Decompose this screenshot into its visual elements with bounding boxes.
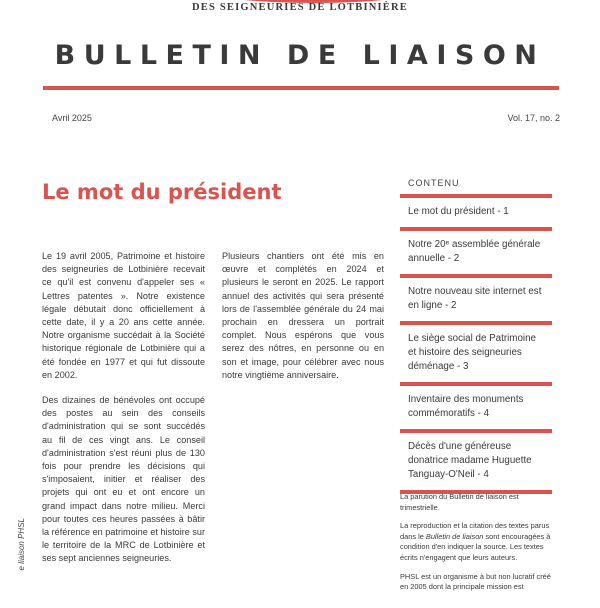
bulletin-title: BULLETIN DE LIAISON <box>54 40 546 71</box>
issue-date: Avril 2025 <box>52 113 92 123</box>
toc-item[interactable]: Décès d'une généreuse donatrice madame Huguette Tanguay-O'Neil - 4 <box>400 433 552 494</box>
toc-item[interactable]: Inventaire des monuments commémoratifs - 4 <box>400 386 552 433</box>
article-column-2 <box>222 250 384 394</box>
article-paragraph: Le 19 avril 2005, Patrimoine et histoire des seigneuries de Lotbinière recevait ce qu'il est convenu d'appeler ses « Lettres patentes ». Notre existence légale débutait donc officiellement à cette date, il y a 20 ans cette année. Notre organisme succédait à la Société historique régionale de Lotbinière qui a été fondée en 1977 et qui fut dissoute en 2002. <box>42 251 205 380</box>
note-title: Bulletin de liaison <box>425 531 484 541</box>
toc-item[interactable]: Notre nouveau site internet est en ligne - 2 <box>400 278 552 325</box>
article-paragraph: Des dizaines de bénévoles ont occupé des postes au sein des conseils d'administration qui se sont succédés au fil de ces vingt ans. Le conseil d'administration s'est réuni plus de 130 fois pour prendre les décisions qui s'imposaient, initier et réaliser des projets qui ont eu et ont encore un grand impact dans notre milieu. Merci pour toutes ces heures passées à bâtir la référence en patrimoine et histoire sur le territoire de la MRC de Lotbinière et ses sept anciennes seigneuries. <box>42 395 205 564</box>
toc-item[interactable]: Le siège social de Patrimoine et histoire des seigneuries déménage - 3 <box>400 325 552 386</box>
article-paragraph: Plusieurs chantiers ont été mis en œuvre et complétés en 2024 et plusieurs le seront en 2025. Le rapport annuel des activités qui sera présenté lors de l'assemblée générale du 24 mai prochain en dressera un portrait complet. Nous espérons que vous serez des nôtres, en personne ou en son et image, pour célébrer avec nous notre vingtième anniversaire. <box>222 251 384 380</box>
note-text: sont encouragées à condition d'en indiquer la source. Les textes écrits n'engagent que leurs auteurs. <box>400 531 551 562</box>
note-text: La reproduction et la citation des textes parus dans le <box>400 521 550 541</box>
toc-heading: CONTENU <box>408 178 460 188</box>
publication-notes <box>400 492 560 601</box>
note-mission: PHSL est un organisme à but non lucratif créé en 2005 dont la principale mission est <box>400 571 551 592</box>
issue-volume: Vol. 17, no. 2 <box>507 113 560 123</box>
article-column-1 <box>42 250 205 578</box>
table-of-contents <box>400 178 552 494</box>
header-rule <box>43 86 559 90</box>
note-reproduction <box>400 521 560 563</box>
toc-item[interactable]: Le mot du président - 1 <box>400 198 552 231</box>
side-label: e liaison PHSL <box>17 518 26 571</box>
article-title: Le mot du président <box>42 180 282 204</box>
org-name: DES SEIGNEURIES DE LOTBINIÈRE <box>192 2 408 13</box>
note-frequency: La parution du Bulletin de liaison est trimestrielle. <box>400 492 519 512</box>
toc-item[interactable]: Notre 20ᵉ assemblée générale annuelle - 2 <box>400 231 552 278</box>
